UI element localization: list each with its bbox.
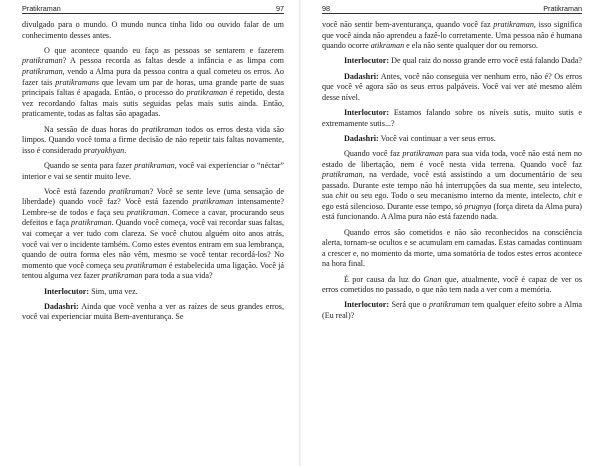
paragraph: Interlocutor: De qual raiz do nosso grande erro você está falando Dada?: [344, 56, 583, 66]
paragraph: É por causa da luz do Gnan que, atualmente, você é capaz de ver os erros cometidos no passado, o que não tem nada a ver com a memória.: [322, 274, 582, 295]
paragraph: Dadashri: Antes, você não conseguia ver nenhum erro, não é? Os erros que você vê agora são os seus erros palpáveis. Você vai ver até mesmo além desse nível.: [322, 71, 582, 102]
paragraph: Interlocutor: Sim, uma vez.: [44, 286, 138, 296]
speaker-label: Interlocutor:: [44, 286, 90, 296]
paragraph: Você está fazendo pratikraman? Você se sente leve (uma sensação de liberdade) quando você faz? Você está fazendo pratikraman intensamente? Lembre-se de todos e faça seu pratikraman. Comece a cavar, procurando seus defeitos e faça pratikraman. Quando você começa, você vai recordar suas faltas, vai começar a ver tudo com clareza. Se você chutou alguém oito anos atrás, você vai ver o incidente também. Como estes eventos entram em sua lembrança, quando de outra forma eles não vêm, mesmo se você tentar recordá-los? No momento que você começa seu pratikraman é estabelecida uma ligação. Você já tentou alguma vez fazer pratikraman para toda a sua vida?: [22, 186, 284, 281]
right-page-body: [322, 20, 582, 322]
speaker-label: Dadashri:: [344, 71, 379, 81]
page-number: 97: [276, 4, 284, 13]
paragraph: você não sentir bem-aventurança, quando você faz pratikraman, isso significa que você ainda não aprendeu a fazê-lo corretamente. Uma pessoa não é humana quando ocorre atikraman e ela não sente qualquer dor ou remorso.: [322, 20, 583, 51]
right-page: [300, 0, 600, 466]
paragraph: Quando erros são cometidos e não são reconhecidos na consciência alerta, tornam-se ocultos e se acumulam em camadas. Estas camadas continuam a crescer e, no momento da morte, uma somatória de todos estes erros acontece na hora final.: [322, 227, 582, 269]
paragraph: divulgado para o mundo. O mundo nunca tinha lido ou ouvido falar de um conhecimento desses antes.: [22, 20, 284, 40]
speaker-label: Interlocutor:: [344, 300, 390, 310]
paragraph: Quando você faz pratikraman para sua vida toda, você não está nem no estado de libertação, nem é você nesta vida terrena. Quando você faz pratikraman, na verdade, você está assistindo a um documentário de seu passado. Durante este tempo não há interrupções da sua mente, seu intelecto, sua chit ou seu ego. Todo o seu mecanismo interno da mente, intelecto, chit e ego está silencioso. Durante esse tempo, só prugnya (força direta da Alma pura) está funcionando. A Alma pura não está fazendo nada.: [322, 148, 582, 222]
speaker-label: Interlocutor:: [344, 107, 390, 117]
paragraph: O que acontece quando eu faço as pessoas se sentarem e fazerem pratikraman? A pessoa recorda as faltas desde a infância e as limpa com pratikraman, vendo a Alma pura da pessoa contra a qual cometeu os erros. Ao fazer tais pratikramans que levam um par de horas, uma grande parte de suas principais faltas é apagada. Então, o processo do pratikraman é repetido, desta vez recordando faltas mais sutis seguidas pelas mais sutis ainda. Então, praticamente, todas as faltas são apagadas.: [22, 45, 284, 119]
running-head-title: Pratikraman: [543, 4, 582, 13]
left-page-body: [22, 20, 284, 323]
paragraph: Quando se senta para fazer pratikraman, você vai experienciar o “néctar” interior e vai se sentir muito leve.: [22, 160, 284, 181]
running-head-title: Pratikraman: [22, 4, 61, 13]
running-head-left: [22, 0, 284, 14]
paragraph: Dadashri: Ainda que você venha a ver as raízes de seus grandes erros, você vai experienciar muita Bem-aventurança. Se: [22, 301, 284, 322]
speaker-label: Interlocutor:: [344, 56, 390, 66]
paragraph: Dadashri: Você vai continuar a ver seus erros.: [344, 133, 496, 143]
running-head-right: [322, 0, 582, 14]
paragraph: Na sessão de duas horas do pratikraman todos os erros desta vida são limpos. Quando você toma a firme decisão de não repetir tais faltas novamente, isso é considerado pratyakhyan.: [22, 124, 284, 155]
speaker-label: Dadashri:: [344, 133, 379, 143]
page-number: 98: [322, 4, 330, 13]
speaker-label: Dadashri:: [44, 301, 79, 311]
paragraph: Interlocutor: Será que o pratikraman tem qualquer efeito sobre a Alma (Eu real)?: [322, 300, 582, 320]
paragraph: Interlocutor: Estamos falando sobre os níveis sutis, muito sutis e extremamente sutis...?: [322, 107, 582, 128]
